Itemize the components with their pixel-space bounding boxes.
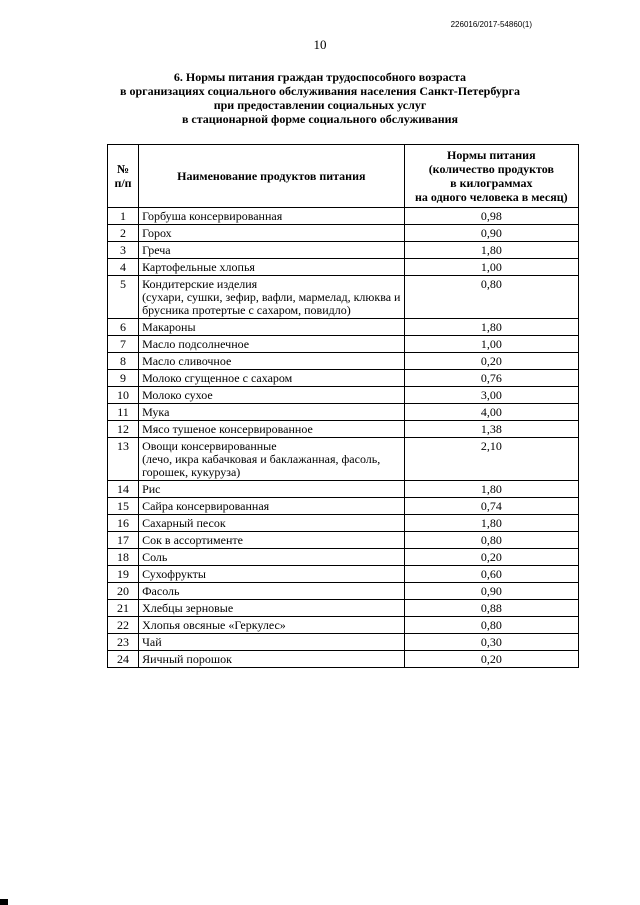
product-name-cell [139, 583, 405, 600]
table-row [108, 532, 579, 549]
norm-value: 3,00 [404, 387, 578, 404]
product-name: Масло сливочное [142, 354, 232, 368]
row-number: 8 [108, 353, 139, 370]
table-row [108, 583, 579, 600]
row-number: 1 [108, 208, 139, 225]
table-row [108, 617, 579, 634]
column-header-number: № п/п [108, 145, 139, 208]
row-number: 11 [108, 404, 139, 421]
norm-value: 1,80 [404, 242, 578, 259]
product-name-cell [139, 532, 405, 549]
product-name-cell [139, 208, 405, 225]
product-name: Сухофрукты [142, 567, 206, 581]
norm-header-line: на одного человека в месяц) [415, 190, 568, 204]
norm-value: 1,00 [404, 336, 578, 353]
product-description: (сухари, сушки, зефир, вафли, мармелад, клюква и брусника протертые с сахаром, повидло) [142, 290, 401, 317]
product-name: Горох [142, 226, 172, 240]
product-name: Хлебцы зерновые [142, 601, 234, 615]
table-header-row [108, 145, 579, 208]
norm-value: 1,80 [404, 515, 578, 532]
product-name: Масло подсолнечное [142, 337, 250, 351]
product-name-cell [139, 498, 405, 515]
row-number: 19 [108, 566, 139, 583]
product-name-cell [139, 421, 405, 438]
heading-line: в стационарной форме социального обслуживания [181, 112, 459, 126]
table-row [108, 259, 579, 276]
norm-value: 0,30 [404, 634, 578, 651]
table-row [108, 225, 579, 242]
document-id: 226016/2017-54860(1) [450, 20, 532, 29]
product-name-cell [139, 353, 405, 370]
table-row [108, 549, 579, 566]
row-number: 21 [108, 600, 139, 617]
product-name: Чай [142, 635, 162, 649]
product-name-cell [139, 225, 405, 242]
row-number: 17 [108, 532, 139, 549]
row-number: 7 [108, 336, 139, 353]
norm-value: 1,38 [404, 421, 578, 438]
product-name-cell [139, 566, 405, 583]
product-name: Соль [142, 550, 168, 564]
norm-value: 0,20 [404, 549, 578, 566]
row-number: 14 [108, 481, 139, 498]
table-row [108, 276, 579, 319]
norm-header-line: в килограммах [450, 176, 533, 190]
product-name-cell [139, 617, 405, 634]
product-name: Фасоль [142, 584, 180, 598]
table-row [108, 481, 579, 498]
table-row [108, 438, 579, 481]
table-row [108, 634, 579, 651]
table-row [108, 208, 579, 225]
table-row [108, 515, 579, 532]
product-name-cell [139, 259, 405, 276]
norm-value: 0,76 [404, 370, 578, 387]
norm-header-line: Нормы питания [447, 148, 536, 162]
table-row [108, 651, 579, 668]
product-name-cell [139, 276, 405, 319]
product-name: Сок в ассортименте [142, 533, 243, 547]
norm-value: 1,80 [404, 319, 578, 336]
table-row [108, 421, 579, 438]
product-name-cell [139, 242, 405, 259]
table-row [108, 600, 579, 617]
heading-line: 6. Нормы питания граждан трудоспособного возраста [173, 70, 467, 84]
product-name: Яичный порошок [142, 652, 232, 666]
product-name-cell [139, 387, 405, 404]
product-name: Горбуша консервированная [142, 209, 283, 223]
product-name-cell [139, 549, 405, 566]
row-number: 10 [108, 387, 139, 404]
row-number: 12 [108, 421, 139, 438]
product-name-cell [139, 600, 405, 617]
norm-value: 0,90 [404, 583, 578, 600]
product-name: Молоко сгущенное с сахаром [142, 371, 293, 385]
norm-value: 1,80 [404, 481, 578, 498]
row-number: 5 [108, 276, 139, 319]
row-number: 18 [108, 549, 139, 566]
product-name: Макароны [142, 320, 196, 334]
row-number: 3 [108, 242, 139, 259]
product-name: Мясо тушеное консервированное [142, 422, 313, 436]
norm-value: 4,00 [404, 404, 578, 421]
row-number: 22 [108, 617, 139, 634]
table-row [108, 566, 579, 583]
row-number: 9 [108, 370, 139, 387]
heading-line: при предоставлении социальных услуг [213, 98, 427, 112]
norm-value: 0,88 [404, 600, 578, 617]
product-name: Молоко сухое [142, 388, 213, 402]
norm-value: 0,20 [404, 353, 578, 370]
table-body [108, 208, 579, 668]
product-description: (лечо, икра кабачковая и баклажанная, фасоль, горошек, кукуруза) [142, 452, 381, 479]
row-number: 4 [108, 259, 139, 276]
row-number: 20 [108, 583, 139, 600]
norm-value: 2,10 [404, 438, 578, 481]
product-name-cell [139, 481, 405, 498]
product-name-cell [139, 319, 405, 336]
product-name: Овощи консервированные [142, 439, 277, 453]
table-row [108, 353, 579, 370]
product-name-cell [139, 651, 405, 668]
product-name: Картофельные хлопья [142, 260, 255, 274]
norm-value: 1,00 [404, 259, 578, 276]
norm-header-line: (количество продуктов [428, 162, 554, 176]
table-row [108, 498, 579, 515]
row-number: 6 [108, 319, 139, 336]
row-number: 2 [108, 225, 139, 242]
table-row [108, 404, 579, 421]
norm-value: 0,98 [404, 208, 578, 225]
heading-line: в организациях социального обслуживания населения Санкт-Петербурга [120, 84, 520, 98]
nutrition-norms-table [107, 144, 579, 668]
product-name-cell [139, 634, 405, 651]
scan-mark [0, 899, 8, 905]
product-name: Сайра консервированная [142, 499, 270, 513]
product-name-cell [139, 404, 405, 421]
norm-value: 0,80 [404, 617, 578, 634]
product-name: Рис [142, 482, 161, 496]
table-row [108, 319, 579, 336]
product-name: Мука [142, 405, 170, 419]
row-number: 13 [108, 438, 139, 481]
norm-value: 0,20 [404, 651, 578, 668]
product-name-cell [139, 515, 405, 532]
page-number: 10 [313, 37, 327, 52]
norm-value: 0,60 [404, 566, 578, 583]
norm-value: 0,90 [404, 225, 578, 242]
table-row [108, 336, 579, 353]
product-name-cell [139, 336, 405, 353]
section-heading [60, 70, 580, 126]
table-row [108, 387, 579, 404]
table-row [108, 370, 579, 387]
product-name: Кондитерские изделия [142, 277, 258, 291]
product-name: Греча [142, 243, 171, 257]
row-number: 24 [108, 651, 139, 668]
row-number: 16 [108, 515, 139, 532]
row-number: 23 [108, 634, 139, 651]
norm-value: 0,80 [404, 532, 578, 549]
product-name-cell [139, 438, 405, 481]
column-header-product: Наименование продуктов питания [139, 145, 405, 208]
product-name: Хлопья овсяные «Геркулес» [142, 618, 286, 632]
product-name-cell [139, 370, 405, 387]
table-row [108, 242, 579, 259]
column-header-norm [404, 145, 578, 208]
product-name: Сахарный песок [142, 516, 226, 530]
norm-value: 0,80 [404, 276, 578, 319]
row-number: 15 [108, 498, 139, 515]
norm-value: 0,74 [404, 498, 578, 515]
